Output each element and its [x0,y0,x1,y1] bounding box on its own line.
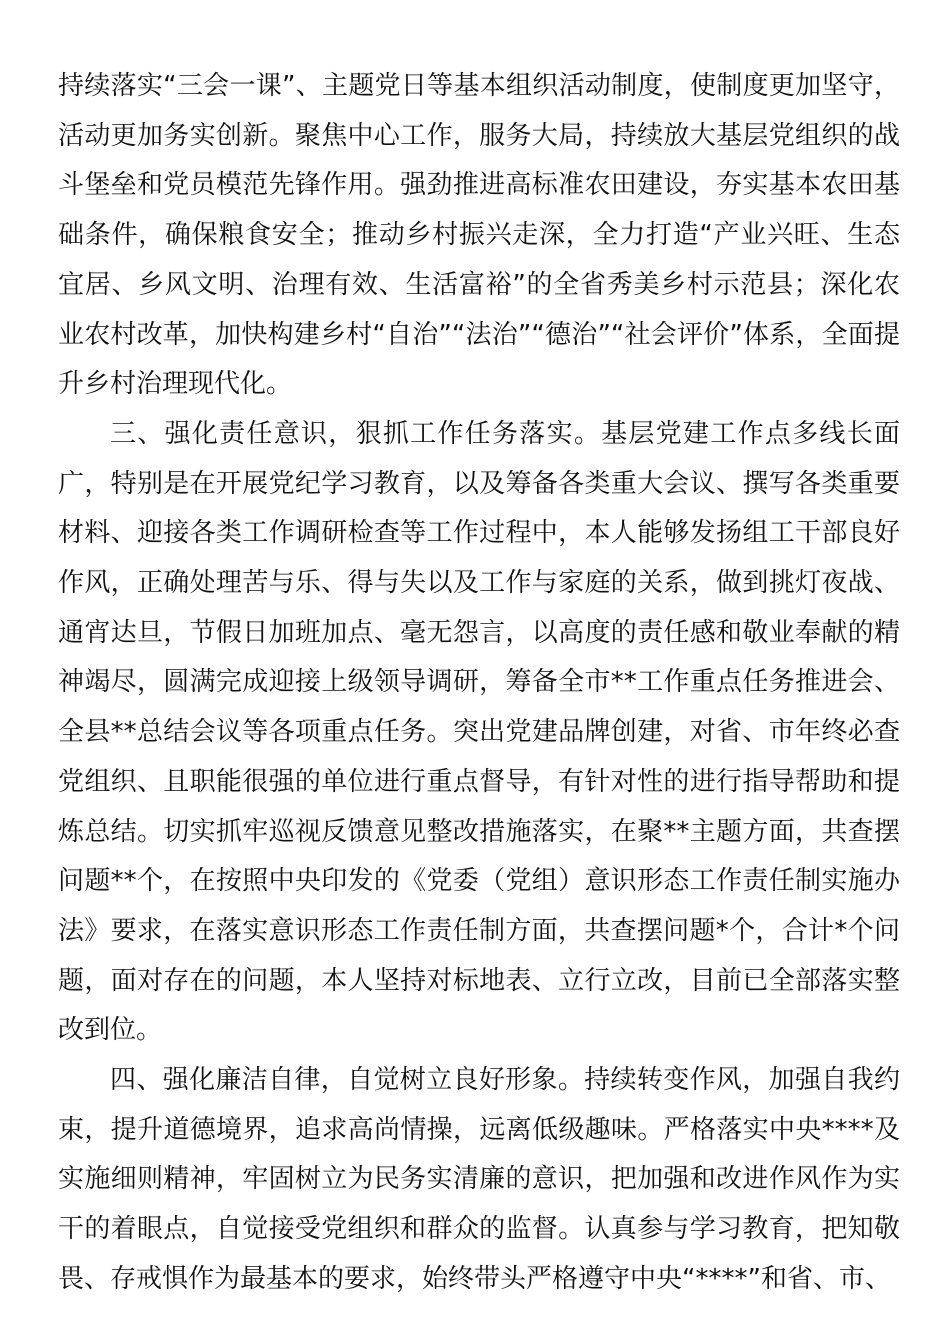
document-body [58,62,900,1305]
paragraph-section-4: 四、强化廉洁自律，自觉树立良好形象。持续转变作风，加强自我约束，提升道德境界，追求高尚情操，远离低级趣味。严格落实中央****及实施细则精神，牢固树立为民务实清廉的意识，把加强和改进作风作为实干的着眼点，自觉接受党组织和群众的监督。认真参与学习教育，把知敬畏、存戒惧作为最基本的要求，始终带头严格遵守中央“****”和省、市、 [58,1065,900,1294]
paragraph-section-3: 三、强化责任意识，狠抓工作任务落实。基层党建工作点多线长面广，特别是在开展党纪学习教育，以及筹备各类重大会议、撰写各类重要材料、迎接各类工作调研检查等工作过程中，本人能够发扬组工干部良好作风，正确处理苦与乐、得与失以及工作与家庭的关系，做到挑灯夜战、通宵达旦，节假日加班加点、毫无怨言，以高度的责任感和敬业奉献的精神竭尽，圆满完成迎接上级领导调研，筹备全市**工作重点任务推进会、全县**总结会议等各项重点任务。突出党建品牌创建，对省、市年终必查党组织、且职能很强的单位进行重点督导，有针对性的进行指导帮助和提炼总结。切实抓牢巡视反馈意见整改措施落实，在聚**主题方面，共查摆问题**个，在按照中央印发的《党委（党组）意识形态工作责任制实施办法》要求，在落实意识形态工作责任制方面，共查摆问题*个，合计*个问题，面对存在的问题，本人坚持对标地表、立行立改，目前已全部落实整改到位。 [58,418,900,1046]
paragraph-continuation: 持续落实“三会一课”、主题党日等基本组织活动制度，使制度更加坚守，活动更加务实创新。聚焦中心工作，服务大局，持续放大基层党组织的战斗堡垒和党员模范先锋作用。强劲推进高标准农田建设，夯实基本农田基础条件，确保粮食安全；推动乡村振兴走深，全力打造“产业兴旺、生态宜居、乡风文明、治理有效、生活富裕”的全省秀美乡村示范县；深化农业农村改革，加快构建乡村“自治”“法治”“德治”“社会评价”体系，全面提升乡村治理现代化。 [58,71,900,400]
